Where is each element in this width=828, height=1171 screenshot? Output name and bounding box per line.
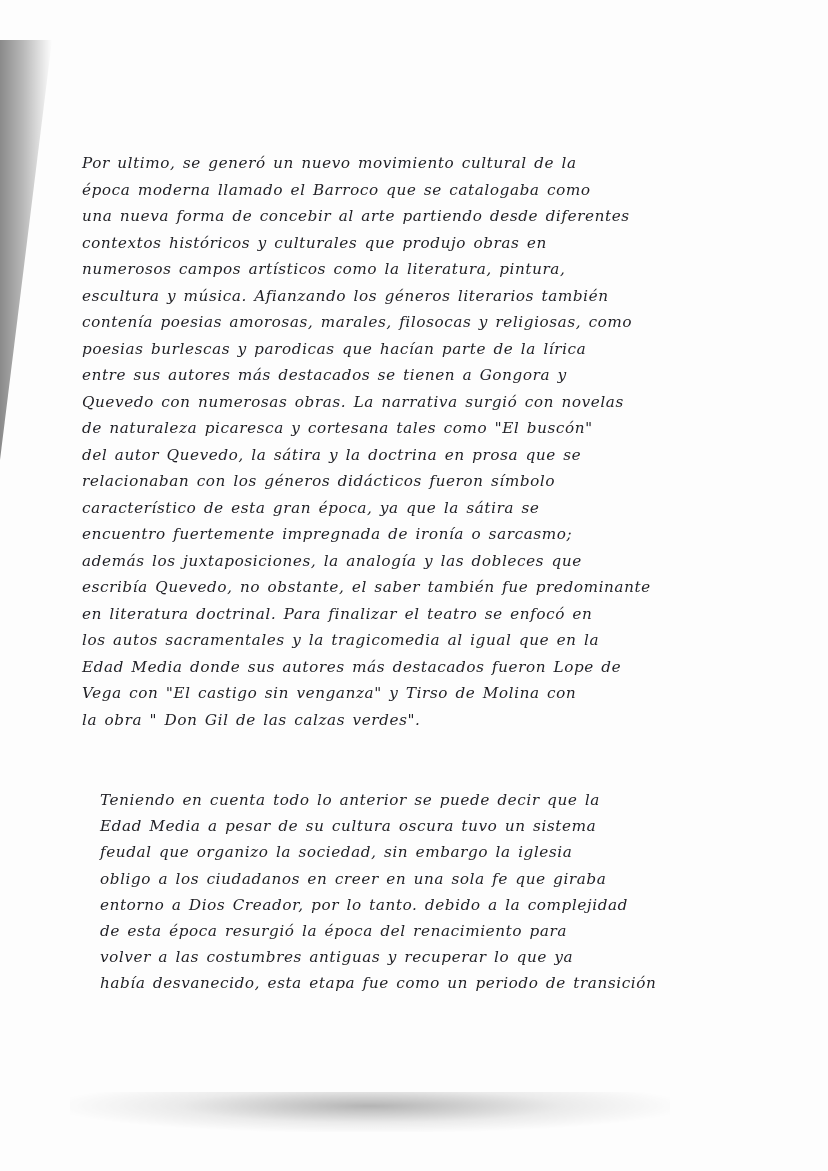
text-line: numerosos campos artísticos como la literatura, pintura, xyxy=(82,260,566,278)
paragraph-gap xyxy=(82,733,772,787)
page-fold-shadow xyxy=(0,40,52,460)
paragraph-2 xyxy=(82,787,772,997)
text-line: contextos históricos y culturales que produjo obras en xyxy=(82,233,547,252)
text-line: volver a las costumbres antiguas y recuperar lo que ya xyxy=(100,948,574,967)
text-line: encuentro fuertemente impregnada de ironía o sarcasmo; xyxy=(82,525,573,543)
text-line: Edad Media a pesar de su cultura oscura tuvo un sistema xyxy=(100,817,597,836)
text-line: feudal que organizo la sociedad, sin embargo la iglesia xyxy=(100,843,573,862)
text-line: escultura y música. Afianzando los géneros literarios también xyxy=(82,286,609,305)
text-line: de naturaleza picaresca y cortesana tales como "El buscón" xyxy=(82,419,593,437)
text-line: en literatura doctrinal. Para finalizar el teatro se enfocó en xyxy=(82,604,593,623)
text-line: Edad Media donde sus autores más destacados fueron Lope de xyxy=(82,657,622,676)
text-line: los autos sacramentales y la tragicomedia al igual que en la xyxy=(82,631,600,649)
text-line: de esta época resurgió la época del renacimiento para xyxy=(100,921,567,940)
text-line: época moderna llamado el Barroco que se catalogaba como xyxy=(82,180,591,199)
text-line: obligo a los ciudadanos en creer en una sola fe que giraba xyxy=(100,869,607,888)
handwritten-text xyxy=(82,150,772,997)
text-line: había desvanecido, esta etapa fue como un periodo de transición xyxy=(100,974,657,993)
text-line: entre sus autores más destacados se tienen a Gongora y xyxy=(82,366,567,384)
text-line: Quevedo con numerosas obras. La narrativa surgió con novelas xyxy=(82,392,624,411)
text-line: Teniendo en cuenta todo lo anterior se puede decir que la xyxy=(100,791,600,809)
text-line: del autor Quevedo, la sátira y la doctrina en prosa que se xyxy=(82,445,582,464)
text-line: Por ultimo, se generó un nuevo movimiento cultural de la xyxy=(82,154,577,172)
text-line: poesias burlescas y parodicas que hacían parte de la lírica xyxy=(82,339,587,358)
text-line: Vega con "El castigo sin venganza" y Tirso de Molina con xyxy=(82,684,577,702)
text-line: la obra " Don Gil de las calzas verdes". xyxy=(82,710,421,729)
paragraph-1 xyxy=(82,150,772,733)
text-line: además los juxtaposiciones, la analogía y las dobleces que xyxy=(82,551,582,570)
text-line: contenía poesias amorosas, marales, filosocas y religiosas, como xyxy=(82,313,633,331)
text-line: escribía Quevedo, no obstante, el saber también fue predominante xyxy=(82,578,651,596)
page-bottom-shadow xyxy=(70,1092,670,1132)
text-line: una nueva forma de concebir al arte partiendo desde diferentes xyxy=(82,207,630,225)
text-line: relacionaban con los géneros didácticos fueron símbolo xyxy=(82,472,556,490)
text-line: característico de esta gran época, ya que la sátira se xyxy=(82,498,540,517)
text-line: entorno a Dios Creador, por lo tanto. debido a la complejidad xyxy=(100,895,628,914)
